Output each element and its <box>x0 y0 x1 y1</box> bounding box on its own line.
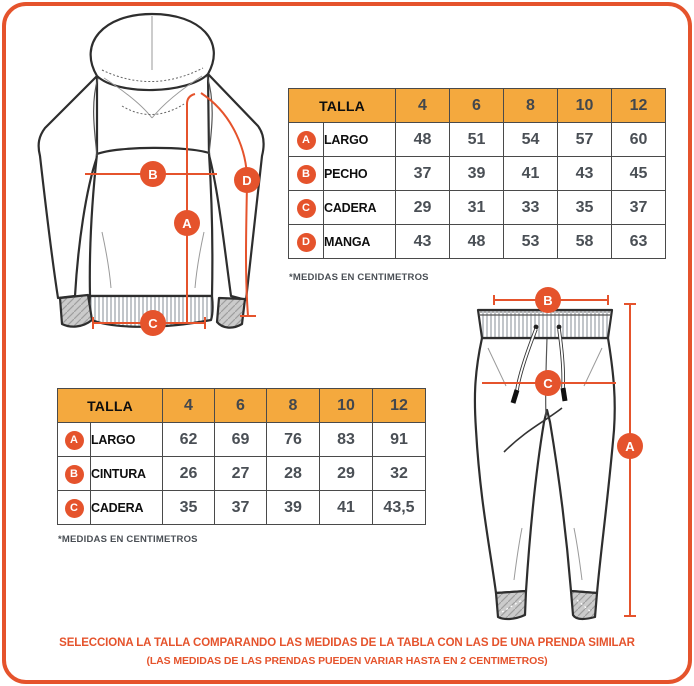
measure-badge-a: A <box>65 431 84 450</box>
size-header-label: TALLA <box>58 389 163 423</box>
measure-badge-a: A <box>297 131 316 150</box>
header-row <box>289 89 666 123</box>
header-row <box>58 389 426 423</box>
size-col-4: 4 <box>163 389 215 423</box>
size-col-6: 6 <box>450 89 504 123</box>
pants-badge-b <box>535 287 561 313</box>
hoodie-badge-c <box>140 310 166 336</box>
hoodie-right-cuff <box>217 298 245 328</box>
measure-value: 43,5 <box>373 491 426 525</box>
measure-value: 51 <box>450 123 504 157</box>
measure-value: 37 <box>215 491 267 525</box>
footer-instruction-line1: SELECCIONA LA TALLA COMPARANDO LAS MEDIDAS DE LA TABLA CON LAS DE UNA PRENDA SIMILAR <box>59 637 635 649</box>
svg-text:B: B <box>543 293 553 308</box>
table-row-cadera <box>58 491 426 525</box>
pants-table-footnote: *MEDIDAS EN CENTIMETROS <box>58 534 198 545</box>
pants-diagram <box>438 280 653 630</box>
size-col-8: 8 <box>267 389 320 423</box>
measure-value: 35 <box>163 491 215 525</box>
pants-right-cuff <box>571 591 597 619</box>
svg-text:C: C <box>543 376 553 391</box>
measure-label: MANGA <box>324 225 396 259</box>
pants-left-cuff <box>496 591 526 619</box>
measure-value: 39 <box>450 157 504 191</box>
hoodie-badge-a <box>174 210 200 236</box>
hoodie-left-cuff <box>60 295 92 327</box>
size-col-4: 4 <box>396 89 450 123</box>
measure-value: 58 <box>558 225 612 259</box>
table-row-cintura <box>58 457 426 491</box>
measure-value: 83 <box>320 423 373 457</box>
measure-label: CADERA <box>324 191 396 225</box>
measure-value: 41 <box>504 157 558 191</box>
measure-value: 31 <box>450 191 504 225</box>
measure-label: LARGO <box>324 123 396 157</box>
footer-instruction-line2: (LAS MEDIDAS DE LAS PRENDAS PUEDEN VARIAR HASTA EN 2 CENTIMETROS) <box>146 655 548 667</box>
measure-value: 33 <box>504 191 558 225</box>
svg-text:D: D <box>242 173 252 188</box>
measure-value: 27 <box>215 457 267 491</box>
size-col-6: 6 <box>215 389 267 423</box>
measure-badge-b: B <box>65 465 84 484</box>
measure-value: 91 <box>373 423 426 457</box>
measure-value: 29 <box>396 191 450 225</box>
hoodie-diagram <box>18 4 298 349</box>
measure-badge-c: C <box>297 199 316 218</box>
hoodie-table-footnote: *MEDIDAS EN CENTIMETROS <box>289 272 429 283</box>
collar-stitch <box>122 104 184 115</box>
measure-badge-d: D <box>297 233 316 252</box>
svg-text:B: B <box>148 167 158 182</box>
measure-value: 35 <box>558 191 612 225</box>
measure-label: CINTURA <box>91 457 163 491</box>
measure-value: 48 <box>396 123 450 157</box>
measure-value: 53 <box>504 225 558 259</box>
svg-text:C: C <box>148 316 158 331</box>
table-row-cadera <box>289 191 666 225</box>
size-col-12: 12 <box>373 389 426 423</box>
hoodie-size-table <box>288 88 666 259</box>
table-row-largo <box>289 123 666 157</box>
measure-value: 41 <box>320 491 373 525</box>
measure-value: 62 <box>163 423 215 457</box>
measure-value: 26 <box>163 457 215 491</box>
measure-label: CADERA <box>91 491 163 525</box>
measure-value: 57 <box>558 123 612 157</box>
table-row-largo <box>58 423 426 457</box>
svg-text:A: A <box>182 216 192 231</box>
measure-value: 45 <box>612 157 666 191</box>
hoodie-badge-b <box>140 161 166 187</box>
hoodie-badge-d <box>234 167 260 193</box>
size-col-10: 10 <box>320 389 373 423</box>
table-row-manga <box>289 225 666 259</box>
measure-value: 29 <box>320 457 373 491</box>
measure-value: 43 <box>558 157 612 191</box>
svg-text:A: A <box>625 439 635 454</box>
hoodie-left-sleeve <box>39 76 97 298</box>
measure-value: 48 <box>450 225 504 259</box>
size-header-label: TALLA <box>289 89 396 123</box>
measure-label: LARGO <box>91 423 163 457</box>
measure-label: PECHO <box>324 157 396 191</box>
measure-badge-c: C <box>65 499 84 518</box>
measure-value: 37 <box>396 157 450 191</box>
pants-waistband-rib <box>478 310 612 338</box>
table-row-pecho <box>289 157 666 191</box>
measure-value: 32 <box>373 457 426 491</box>
pants-badge-c <box>535 370 561 396</box>
measure-line-a <box>624 304 636 616</box>
size-col-8: 8 <box>504 89 558 123</box>
measure-value: 37 <box>612 191 666 225</box>
measure-badge-b: B <box>297 165 316 184</box>
measure-value: 39 <box>267 491 320 525</box>
aglet-right <box>563 388 565 401</box>
measure-value: 54 <box>504 123 558 157</box>
eyelet-right <box>557 325 562 330</box>
measure-value: 69 <box>215 423 267 457</box>
pants-size-table <box>57 388 426 525</box>
measure-value: 76 <box>267 423 320 457</box>
size-col-12: 12 <box>612 89 666 123</box>
measure-value: 43 <box>396 225 450 259</box>
measure-value: 28 <box>267 457 320 491</box>
pants-badge-a <box>617 433 643 459</box>
size-col-10: 10 <box>558 89 612 123</box>
measure-value: 63 <box>612 225 666 259</box>
measure-value: 60 <box>612 123 666 157</box>
